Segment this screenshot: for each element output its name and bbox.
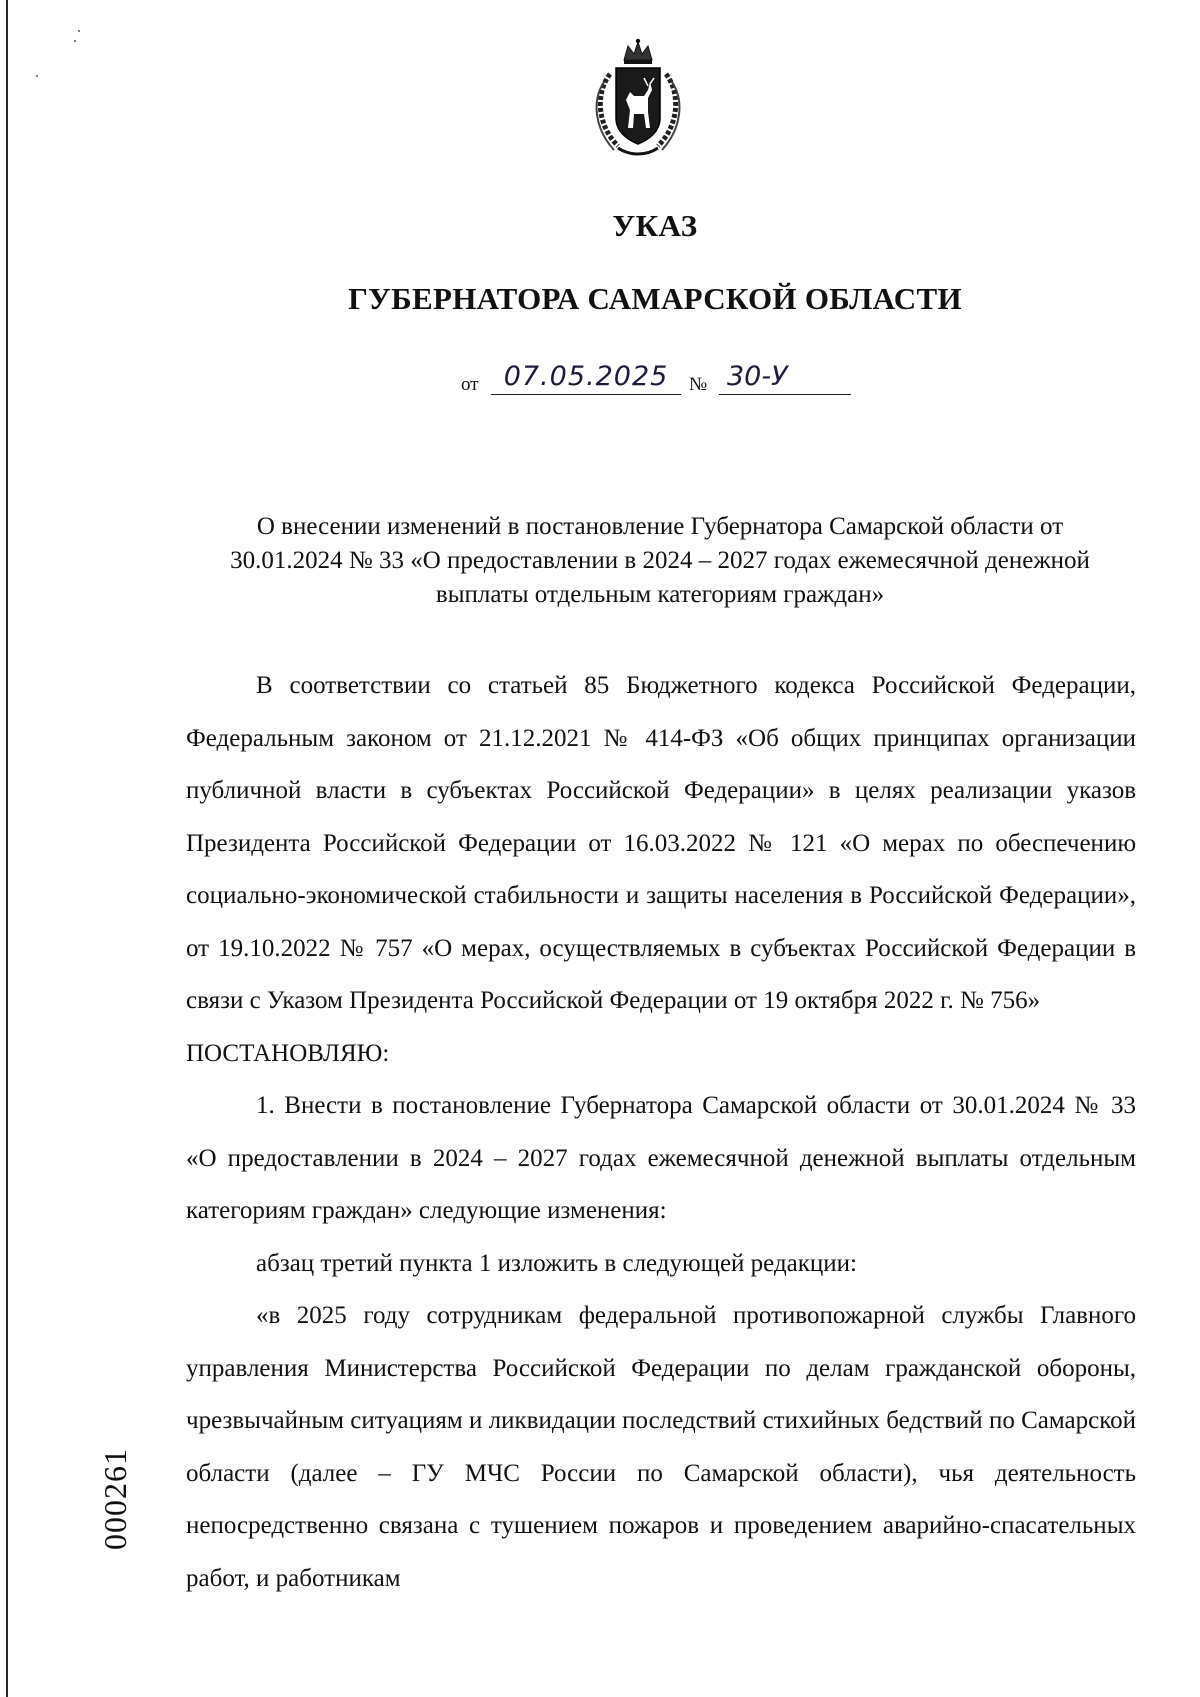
issuer-title: ГУБЕРНАТОРА САМАРСКОЙ ОБЛАСТИ (348, 281, 962, 316)
document-type-title: УКАЗ (612, 208, 698, 243)
amendment-text-paragraph: «в 2025 году сотрудникам федеральной противопожарной службы Главного управления Министерства Российской Федерации по делам гражданской обороны, чрезвычайным ситуациям и ликвидации последствий стихийных бедствий по Самарской области (далее – ГУ МЧС России по Самарской области), чья деятельность непосредственно связана с тушением пожаров и проведением аварийно-спасательных работ, и работникам (186, 1302, 1136, 1592)
amendment-intro-paragraph: абзац третий пункта 1 изложить в следующей редакции: (256, 1249, 857, 1277)
preamble-paragraph: В соответствии со статьей 85 Бюджетного кодекса Российской Федерации, Федеральным законом от 21.12.2021 № 414-ФЗ «Об общих принципах организации публичной власти в субъектах Российской Федерации» в целях реализации указов Президента Российской Федерации от 16.03.2022 № 121 «О мерах по обеспечению социально-экономической стабильности и защиты населения в Российской Федерации», от 19.10.2022 № 757 «О мерах, осуществляемых в субъектах Российской Федерации в связи с Указом Президента Российской Федерации от 19 октября 2022 г. № 756» (186, 672, 1136, 1014)
page-edge-line (6, 0, 8, 1697)
scan-speck (78, 30, 80, 32)
page-serial-number: 000261 (97, 1448, 133, 1550)
scan-speck (36, 75, 38, 77)
registration-line (461, 360, 861, 400)
document-body (186, 660, 1136, 1605)
handwritten-number: 30-У (719, 360, 851, 395)
number-label: № (689, 374, 708, 395)
scan-speck (74, 40, 76, 42)
decree-word: ПОСТАНОВЛЯЮ: (186, 1039, 390, 1067)
coat-of-arms-emblem (588, 38, 688, 160)
item-1-paragraph: 1. Внести в постановление Губернатора Самарской области от 30.01.2024 № 33 «О предоставлении в 2024 – 2027 годах ежемесячной денежной выплаты отдельным категориям граждан» следующие изменения: (186, 1092, 1136, 1224)
date-label: от (461, 374, 479, 395)
handwritten-date: 07.05.2025 (491, 360, 681, 395)
document-subject: О внесении изменений в постановление Губернатора Самарской области от 30.01.2024 № 33 «О предоставлении в 2024 – 2027 годах ежемесячной денежной выплаты отдельным категориям граждан» (230, 513, 1090, 608)
